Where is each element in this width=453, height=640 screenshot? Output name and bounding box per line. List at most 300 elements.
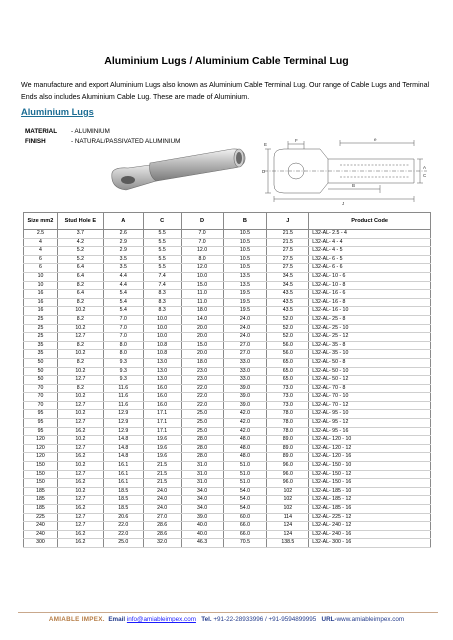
table-cell: 8.2 xyxy=(57,384,103,393)
table-cell: 16.0 xyxy=(143,384,181,393)
table-cell: 33.0 xyxy=(223,367,267,376)
footer-email-link[interactable]: info@amiableimpex.com xyxy=(126,616,196,623)
table-cell: 50 xyxy=(24,376,58,385)
table-cell: 4.4 xyxy=(103,281,143,290)
table-cell: 12.7 xyxy=(57,376,103,385)
table-cell: 28.6 xyxy=(143,530,181,539)
table-cell: 17.1 xyxy=(143,427,181,436)
table-cell: 19.6 xyxy=(143,444,181,453)
drawing-label-e2: E xyxy=(264,142,268,147)
table-cell: 120 xyxy=(24,444,58,453)
table-cell: 7.0 xyxy=(181,230,223,239)
table-cell: 25 xyxy=(24,315,58,324)
table-cell: 6.4 xyxy=(57,272,103,281)
table-cell: 40.0 xyxy=(181,530,223,539)
table-cell: 35 xyxy=(24,341,58,350)
table-header-row xyxy=(24,213,431,230)
table-cell: 11.0 xyxy=(181,298,223,307)
table-cell: 10.5 xyxy=(223,255,267,264)
table-cell: 95 xyxy=(24,427,58,436)
table-cell: 54.0 xyxy=(223,487,267,496)
table-cell: L32-AL- 120 - 10 xyxy=(309,436,431,445)
table-cell: 27.0 xyxy=(223,350,267,359)
column-header: B xyxy=(223,213,267,230)
table-cell: L32-AL- 50 - 8 xyxy=(309,358,431,367)
table-cell: 7.0 xyxy=(103,315,143,324)
table-cell: L32-AL- 50 - 10 xyxy=(309,367,431,376)
table-cell: 25.0 xyxy=(181,419,223,428)
table-cell: 9.3 xyxy=(103,376,143,385)
table-cell: 16.1 xyxy=(103,479,143,488)
table-cell: 16 xyxy=(24,307,58,316)
table-cell: 6 xyxy=(24,264,58,273)
table-cell: 10.5 xyxy=(223,230,267,239)
page-title: Aluminium Lugs / Aluminium Cable Terminal Lug xyxy=(104,55,349,67)
table-cell: L32-AL- 150 - 12 xyxy=(309,470,431,479)
table-cell: 16 xyxy=(24,290,58,299)
table-cell: 21.5 xyxy=(267,230,309,239)
table-cell: L32-AL- 185 - 12 xyxy=(309,496,431,505)
table-cell: 96.0 xyxy=(267,470,309,479)
table-cell: 70 xyxy=(24,401,58,410)
spec-key: MATERIAL xyxy=(25,128,58,135)
table-cell: 14.8 xyxy=(103,436,143,445)
lug-technical-drawing xyxy=(262,135,432,207)
column-header: Stud Hole E xyxy=(57,213,103,230)
table-cell: 124 xyxy=(267,530,309,539)
table-cell: 50 xyxy=(24,367,58,376)
drawing-label-c: C xyxy=(423,173,427,178)
table-cell: L32-AL- 95 - 16 xyxy=(309,427,431,436)
table-cell: 23.0 xyxy=(181,376,223,385)
table-cell: 40.0 xyxy=(181,522,223,531)
table-cell: 33.0 xyxy=(223,376,267,385)
table-cell: 78.0 xyxy=(267,419,309,428)
table-cell: L32-AL- 300 - 16 xyxy=(309,539,431,548)
footer-divider xyxy=(18,612,438,613)
table-cell: 51.0 xyxy=(223,470,267,479)
table-cell: 19.5 xyxy=(223,290,267,299)
table-cell: 22.0 xyxy=(103,522,143,531)
table-cell: 16.2 xyxy=(57,427,103,436)
table-cell: 7.0 xyxy=(181,238,223,247)
table-cell: 15.0 xyxy=(181,281,223,290)
table-cell: 300 xyxy=(24,539,58,548)
table-row xyxy=(24,324,431,333)
table-cell: 65.0 xyxy=(267,367,309,376)
table-cell: 13.5 xyxy=(223,281,267,290)
table-cell: 95 xyxy=(24,419,58,428)
table-cell: 12.9 xyxy=(103,427,143,436)
table-cell: L32-AL- 16 - 10 xyxy=(309,307,431,316)
footer-url-link[interactable]: www.amiableimpex.com xyxy=(336,616,405,623)
table-cell: 10.2 xyxy=(57,367,103,376)
spec-row-material xyxy=(25,128,180,136)
table-row xyxy=(24,522,431,531)
table-cell: 10.2 xyxy=(57,393,103,402)
table-cell: 73.0 xyxy=(267,401,309,410)
table-cell: L32-AL- 150 - 10 xyxy=(309,462,431,471)
table-cell: 5.5 xyxy=(143,238,181,247)
table-cell: 12.0 xyxy=(181,264,223,273)
table-cell: 25.0 xyxy=(103,539,143,548)
table-row xyxy=(24,462,431,471)
table-row xyxy=(24,367,431,376)
table-cell: 22.0 xyxy=(181,393,223,402)
table-row xyxy=(24,530,431,539)
table-cell: L32-AL- 16 - 8 xyxy=(309,298,431,307)
table-cell: 10.2 xyxy=(57,462,103,471)
table-cell: 27.5 xyxy=(267,247,309,256)
table-cell: 18.5 xyxy=(103,496,143,505)
footer-email-label: Email xyxy=(108,616,126,623)
table-cell: 22.0 xyxy=(103,530,143,539)
table-row xyxy=(24,341,431,350)
column-header: D xyxy=(181,213,223,230)
table-cell: 5.4 xyxy=(103,307,143,316)
table-cell: 120 xyxy=(24,453,58,462)
table-cell: 70.5 xyxy=(223,539,267,548)
table-cell: 96.0 xyxy=(267,479,309,488)
drawing-label-e: e xyxy=(374,137,377,142)
table-cell: 185 xyxy=(24,505,58,514)
table-row xyxy=(24,427,431,436)
table-cell: 10 xyxy=(24,281,58,290)
table-cell: 102 xyxy=(267,505,309,514)
table-cell: L32-AL- 70 - 10 xyxy=(309,393,431,402)
table-row xyxy=(24,401,431,410)
table-cell: L32-AL- 16 - 6 xyxy=(309,290,431,299)
table-cell: 10.2 xyxy=(57,436,103,445)
table-cell: 52.0 xyxy=(267,333,309,342)
table-cell: L32-AL- 35 - 10 xyxy=(309,350,431,359)
section-heading: Aluminium Lugs xyxy=(21,107,94,117)
table-cell: 16.2 xyxy=(57,539,103,548)
table-cell: 13.0 xyxy=(143,358,181,367)
table-cell: 39.0 xyxy=(181,513,223,522)
column-header: Product Code xyxy=(309,213,431,230)
table-cell: 8.0 xyxy=(103,341,143,350)
table-cell: 51.0 xyxy=(223,479,267,488)
table-cell: 13.5 xyxy=(223,272,267,281)
table-cell: 65.0 xyxy=(267,376,309,385)
table-cell: 9.3 xyxy=(103,367,143,376)
table-cell: 65.0 xyxy=(267,358,309,367)
table-cell: 24.0 xyxy=(143,487,181,496)
table-cell: 16.2 xyxy=(57,530,103,539)
lug-product-photo xyxy=(98,143,253,198)
table-cell: 8.0 xyxy=(181,255,223,264)
table-cell: 16.1 xyxy=(103,470,143,479)
table-cell: 48.0 xyxy=(223,453,267,462)
table-cell: 95 xyxy=(24,410,58,419)
table-row xyxy=(24,496,431,505)
table-cell: 25 xyxy=(24,333,58,342)
table-cell: 2.6 xyxy=(103,230,143,239)
table-cell: L32-AL- 185 - 10 xyxy=(309,487,431,496)
table-cell: 12.7 xyxy=(57,444,103,453)
table-cell: 24.0 xyxy=(223,333,267,342)
table-cell: 10.8 xyxy=(143,341,181,350)
table-cell: 8.0 xyxy=(103,350,143,359)
table-cell: 12.7 xyxy=(57,470,103,479)
table-cell: 13.0 xyxy=(143,376,181,385)
table-row xyxy=(24,513,431,522)
table-cell: 34.0 xyxy=(181,505,223,514)
table-cell: 10 xyxy=(24,272,58,281)
table-cell: 43.5 xyxy=(267,307,309,316)
table-cell: 16.2 xyxy=(57,453,103,462)
table-cell: 78.0 xyxy=(267,427,309,436)
table-cell: 5.2 xyxy=(57,255,103,264)
table-cell: 28.6 xyxy=(143,522,181,531)
table-cell: 11.6 xyxy=(103,393,143,402)
table-cell: L32-AL- 240 - 16 xyxy=(309,530,431,539)
table-cell: 18.0 xyxy=(181,358,223,367)
table-cell: 18.5 xyxy=(103,505,143,514)
table-cell: 73.0 xyxy=(267,384,309,393)
table-cell: 21.5 xyxy=(143,479,181,488)
table-cell: 31.0 xyxy=(181,470,223,479)
table-cell: 32.0 xyxy=(143,539,181,548)
table-cell: 5.4 xyxy=(103,298,143,307)
table-cell: 78.0 xyxy=(267,410,309,419)
drawing-label-f: F xyxy=(295,138,298,143)
table-cell: 4 xyxy=(24,247,58,256)
table-cell: 34.0 xyxy=(181,496,223,505)
table-cell: L32-AL- 185 - 16 xyxy=(309,505,431,514)
table-cell: 20.0 xyxy=(181,333,223,342)
table-cell: 102 xyxy=(267,487,309,496)
table-cell: 150 xyxy=(24,479,58,488)
table-cell: 3.7 xyxy=(57,230,103,239)
table-row xyxy=(24,298,431,307)
table-cell: 16.0 xyxy=(143,393,181,402)
table-cell: 12.0 xyxy=(181,247,223,256)
footer-company: AMIABLE IMPEX. xyxy=(48,616,105,623)
table-cell: 8.2 xyxy=(57,298,103,307)
table-cell: 185 xyxy=(24,496,58,505)
table-cell: 20.0 xyxy=(181,350,223,359)
table-cell: 42.0 xyxy=(223,410,267,419)
table-cell: L32-AL- 50 - 12 xyxy=(309,376,431,385)
table-cell: 150 xyxy=(24,470,58,479)
table-cell: 4.4 xyxy=(103,272,143,281)
spec-value: - ALUMINIUM xyxy=(71,128,110,135)
table-cell: 25 xyxy=(24,324,58,333)
table-cell: 16.0 xyxy=(143,401,181,410)
table-cell: 8.2 xyxy=(57,358,103,367)
table-row xyxy=(24,255,431,264)
table-row xyxy=(24,290,431,299)
table-cell: 14.8 xyxy=(103,444,143,453)
spec-value: - NATURAL/PASSIVATED ALUMINIUM xyxy=(71,137,181,145)
table-cell: 10.2 xyxy=(57,350,103,359)
table-cell: 8.3 xyxy=(143,298,181,307)
table-cell: L32-AL- 6 - 6 xyxy=(309,264,431,273)
table-cell: 10.0 xyxy=(143,315,181,324)
table-cell: 8.2 xyxy=(57,315,103,324)
table-cell: 24.0 xyxy=(143,505,181,514)
table-row xyxy=(24,307,431,316)
table-cell: 52.0 xyxy=(267,324,309,333)
table-cell: L32-AL- 6 - 5 xyxy=(309,255,431,264)
table-cell: 12.9 xyxy=(103,419,143,428)
table-cell: 48.0 xyxy=(223,444,267,453)
table-cell: 14.8 xyxy=(103,453,143,462)
table-cell: 43.5 xyxy=(267,298,309,307)
table-row xyxy=(24,487,431,496)
table-cell: 10.8 xyxy=(143,350,181,359)
table-row xyxy=(24,264,431,273)
table-cell: L32-AL- 95 - 12 xyxy=(309,419,431,428)
table-cell: 3.5 xyxy=(103,264,143,273)
table-cell: 35 xyxy=(24,350,58,359)
table-row xyxy=(24,315,431,324)
table-cell: 21.5 xyxy=(267,238,309,247)
drawing-label-j: J xyxy=(342,201,345,206)
table-cell: 52.0 xyxy=(267,315,309,324)
table-cell: 25.0 xyxy=(181,427,223,436)
table-cell: 19.5 xyxy=(223,298,267,307)
table-cell: 16.2 xyxy=(57,505,103,514)
table-cell: 6.4 xyxy=(57,264,103,273)
table-cell: 89.0 xyxy=(267,436,309,445)
table-cell: 16.1 xyxy=(103,462,143,471)
table-cell: 11.6 xyxy=(103,401,143,410)
table-cell: 43.5 xyxy=(267,290,309,299)
table-cell: 17.1 xyxy=(143,410,181,419)
table-cell: 89.0 xyxy=(267,444,309,453)
table-cell: 5.5 xyxy=(143,255,181,264)
table-cell: 10.0 xyxy=(143,324,181,333)
table-row xyxy=(24,436,431,445)
table-cell: 27.0 xyxy=(143,513,181,522)
table-cell: 5.5 xyxy=(143,264,181,273)
table-cell: 10.2 xyxy=(57,410,103,419)
column-header: J xyxy=(267,213,309,230)
table-cell: 8.2 xyxy=(57,281,103,290)
table-cell: 5.4 xyxy=(103,290,143,299)
table-cell: 10.5 xyxy=(223,264,267,273)
table-cell: 10.2 xyxy=(57,324,103,333)
table-row xyxy=(24,444,431,453)
drawing-label-d: D xyxy=(262,169,266,174)
footer-tel: +91-22-28933996 / +91-9594899995 xyxy=(213,616,317,623)
footer-tel-label: Tel. xyxy=(201,616,212,623)
table-cell: 21.5 xyxy=(143,462,181,471)
table-cell: 5.5 xyxy=(143,247,181,256)
table-cell: 56.0 xyxy=(267,341,309,350)
table-cell: L32-AL- 25 - 8 xyxy=(309,315,431,324)
table-cell: 34.5 xyxy=(267,281,309,290)
table-cell: 66.0 xyxy=(223,522,267,531)
table-cell: 12.7 xyxy=(57,333,103,342)
table-cell: 102 xyxy=(267,496,309,505)
table-cell: 12.9 xyxy=(103,410,143,419)
table-cell: 8.3 xyxy=(143,307,181,316)
table-cell: 89.0 xyxy=(267,453,309,462)
table-cell: 4 xyxy=(24,238,58,247)
table-cell: L32-AL- 120 - 12 xyxy=(309,444,431,453)
table-cell: 28.0 xyxy=(181,436,223,445)
table-cell: 50 xyxy=(24,358,58,367)
table-cell: L32-AL- 4 - 4 xyxy=(309,238,431,247)
table-row xyxy=(24,539,431,548)
table-cell: 12.7 xyxy=(57,522,103,531)
table-cell: L32-AL- 240 - 12 xyxy=(309,522,431,531)
table-cell: 28.0 xyxy=(181,453,223,462)
table-cell: L32-AL- 70 - 12 xyxy=(309,401,431,410)
drawing-label-a: A xyxy=(423,165,427,170)
table-row xyxy=(24,358,431,367)
table-row xyxy=(24,247,431,256)
table-row xyxy=(24,419,431,428)
table-cell: L32-AL- 225 - 12 xyxy=(309,513,431,522)
table-row xyxy=(24,384,431,393)
table-cell: 11.0 xyxy=(181,290,223,299)
table-cell: 16 xyxy=(24,298,58,307)
table-cell: 56.0 xyxy=(267,350,309,359)
table-row xyxy=(24,470,431,479)
table-cell: 66.0 xyxy=(223,530,267,539)
table-row xyxy=(24,410,431,419)
table-cell: 20.6 xyxy=(103,513,143,522)
table-cell: 11.6 xyxy=(103,384,143,393)
table-cell: 114 xyxy=(267,513,309,522)
table-cell: 46.3 xyxy=(181,539,223,548)
table-cell: 10.0 xyxy=(181,272,223,281)
table-cell: 7.4 xyxy=(143,272,181,281)
table-cell: 73.0 xyxy=(267,393,309,402)
table-cell: L32-AL- 25 - 10 xyxy=(309,324,431,333)
table-cell: 10.0 xyxy=(143,333,181,342)
table-cell: 2.5 xyxy=(24,230,58,239)
footer-url-label: URL- xyxy=(321,616,337,623)
table-cell: 33.0 xyxy=(223,358,267,367)
table-cell: 10.2 xyxy=(57,307,103,316)
column-header: Size mm2 xyxy=(24,213,58,230)
table-cell: 225 xyxy=(24,513,58,522)
drawing-label-b: B xyxy=(352,183,356,188)
table-row xyxy=(24,505,431,514)
table-cell: 8.2 xyxy=(57,341,103,350)
table-cell: 39.0 xyxy=(223,401,267,410)
table-cell: 24.0 xyxy=(223,324,267,333)
table-cell: 13.0 xyxy=(143,367,181,376)
table-body xyxy=(24,230,431,548)
table-cell: L32-AL- 150 - 16 xyxy=(309,479,431,488)
table-cell: 70 xyxy=(24,393,58,402)
table-cell: 18.0 xyxy=(181,307,223,316)
table-row xyxy=(24,479,431,488)
table-cell: 22.0 xyxy=(181,401,223,410)
table-cell: L32-AL- 70 - 8 xyxy=(309,384,431,393)
table-cell: L32-AL- 2.5 - 4 xyxy=(309,230,431,239)
table-cell: 24.0 xyxy=(223,315,267,324)
intro-paragraph: We manufacture and export Aluminium Lugs also known as Aluminium Cable Terminal Lug. Our range of Cable Lugs and Terminal Ends also includes Aluminium Cable Lug. These are made of Aluminium. xyxy=(21,81,430,101)
column-header: C xyxy=(143,213,181,230)
table-cell: 60.0 xyxy=(223,513,267,522)
table-cell: 34.0 xyxy=(181,487,223,496)
table-cell: 23.0 xyxy=(181,367,223,376)
table-cell: 27.0 xyxy=(223,341,267,350)
table-cell: 12.7 xyxy=(57,496,103,505)
table-cell: 20.0 xyxy=(181,324,223,333)
table-cell: 16.2 xyxy=(57,479,103,488)
table-cell: 5.5 xyxy=(143,230,181,239)
table-cell: 8.3 xyxy=(143,290,181,299)
